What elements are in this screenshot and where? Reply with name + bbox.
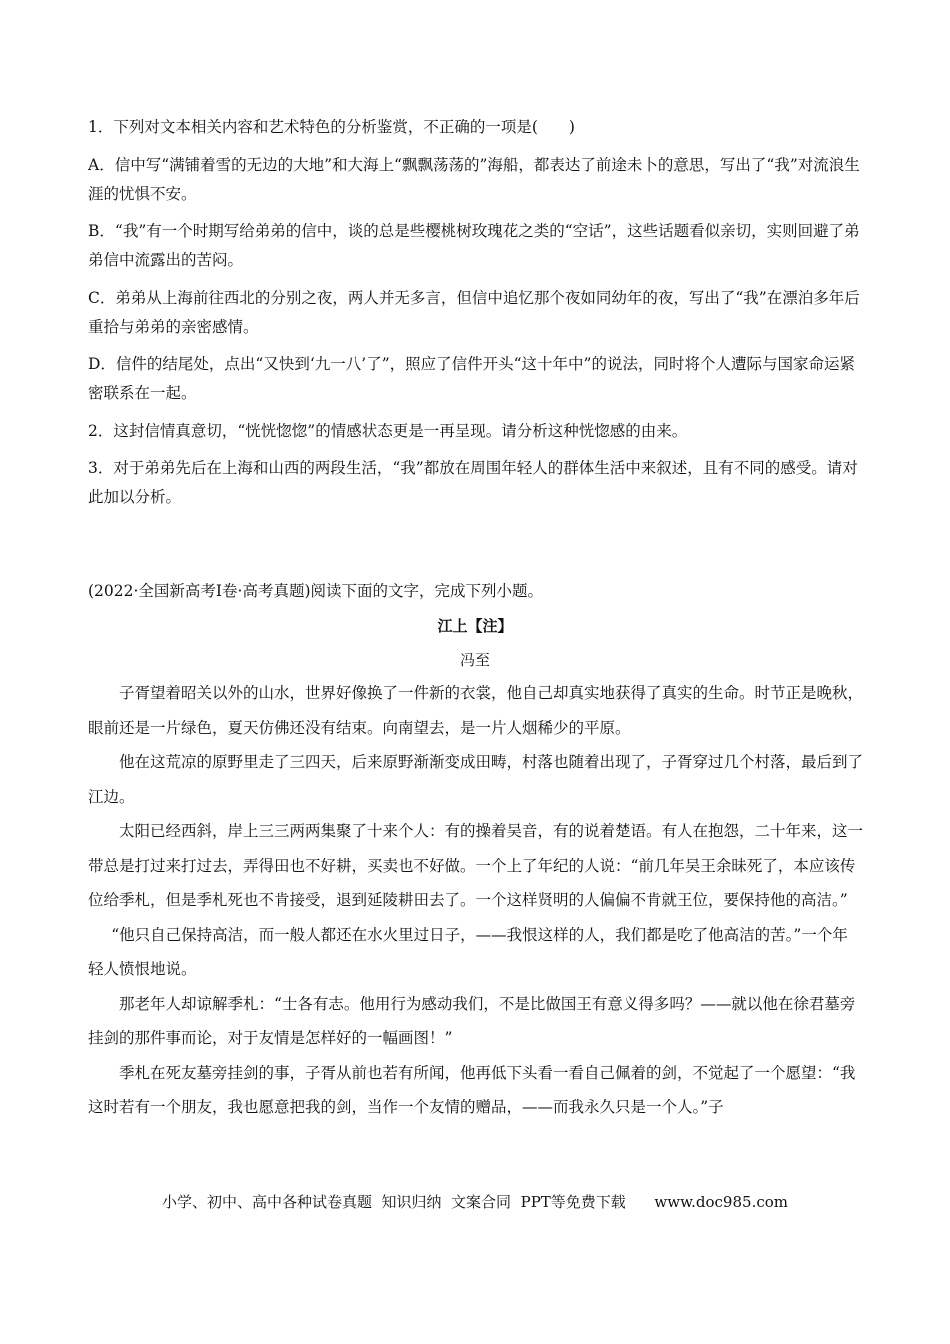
reading-intro: (2022·全国新高考Ⅰ卷·高考真题)阅读下面的文字，完成下列小题。 <box>88 582 544 600</box>
question-3: 3．对于弟弟先后在上海和山西的两段生活，“我”都放在周围年轻人的群体生活中来叙述，且有不同的感受。请对此加以分析。 <box>88 459 858 506</box>
paragraph: 子胥望着昭关以外的山水，世界好像换了一件新的衣裳，他自己却真实地获得了真实的生命。时节正是晚秋，眼前还是一片绿色，夏天仿佛还没有结束。向南望去，是一片人烟稀少的平原。 <box>88 684 864 737</box>
paragraph: 他在这荒凉的原野里走了三四天，后来原野渐渐变成田畴，村落也随着出现了，子胥穿过几个村落，最后到了江边。 <box>88 753 864 806</box>
option-c: C．弟弟从上海前往西北的分别之夜，两人并无多言，但信中追忆那个夜如同幼年的夜，写出了“我”在漂泊多年后重拾与弟弟的亲密感情。 <box>88 288 860 336</box>
option-b: B．“我”有一个时期写给弟弟的信中，谈的总是些樱桃树玫瑰花之类的“空话”，这些话题看似亲切，实则回避了弟弟信中流露出的苦闷。 <box>88 222 860 269</box>
paragraph: “他只自己保持高洁，而一般人都还在水火里过日子，——我恨这样的人，我们都是吃了他高洁的苦。”一个年轻人愤恨地说。 <box>88 925 848 978</box>
paragraph: 太阳已经西斜，岸上三三两两集聚了十来个人：有的操着吴音，有的说着楚语。有人在抱怨，二十年来，这一带总是打过来打过去，弄得田也不好耕，买卖也不好做。一个上了年纪的人说：“前几年吴王余昧死了，本应该传位给季札，但是季札死也不肯接受，退到延陵耕田去了。一个这样贤明的人偏偏不肯就王位，要保持他的高洁。” <box>88 822 864 909</box>
question-1-stem: 1．下列对文本相关内容和艺术特色的分析鉴赏，不正确的一项是( ) <box>88 118 575 136</box>
article-body <box>88 676 863 1125</box>
question-list <box>88 113 863 521</box>
article-title: 江上【注】 <box>437 617 513 635</box>
option-a: A．信中写“满铺着雪的无边的大地”和大海上“飘飘荡荡的”海船，都表达了前途未卜的意思，写出了“我”对流浪生涯的忧惧不安。 <box>88 155 860 203</box>
option-d: D．信件的结尾处，点出“又快到‘九一八’了”，照应了信件开头“这十年中”的说法，同时将个人遭际与国家命运紧密联系在一起。 <box>88 355 855 402</box>
page-footer: 小学、初中、高中各种试卷真题 知识归纳 文案合同 PPT等免费下载 www.doc985.com <box>161 1193 788 1211</box>
article-author: 冯至 <box>459 651 490 669</box>
question-2: 2．这封信情真意切，“恍恍惚惚”的情感状态更是一再呈现。请分析这种恍惚感的由来。 <box>88 421 688 440</box>
paragraph: 季札在死友墓旁挂剑的事，子胥从前也若有所闻，他再低下头看一看自己佩着的剑，不觉起了一个愿望：“我这时若有一个朋友，我也愿意把我的剑，当作一个友情的赠品，——而我永久只是一个人。”子 <box>88 1063 856 1116</box>
paragraph: 那老年人却谅解季札：“士各有志。他用行为感动我们，不是比做国王有意义得多吗？——就以他在徐君墓旁挂剑的那件事而论，对于友情是怎样好的一幅画图！” <box>88 994 856 1047</box>
